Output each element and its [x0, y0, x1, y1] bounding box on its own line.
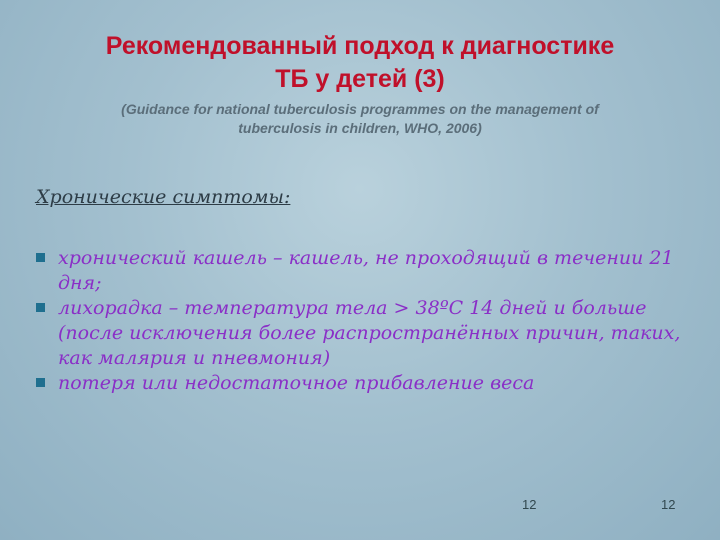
slide-title: [40, 30, 680, 96]
list-item: [36, 246, 686, 296]
subtitle-line-1: (Guidance for national tuberculosis programmes on the management of: [121, 101, 599, 117]
page-number: 12: [522, 497, 537, 512]
title-line-1: Рекомендованный подход к диагностике: [105, 32, 615, 60]
subtitle-line-2: tuberculosis in children, WHO, 2006): [238, 120, 482, 136]
square-bullet-icon: [36, 253, 45, 262]
bullet-text: хронический кашель – кашель, не проходящий в течении 21 дня;: [58, 247, 674, 294]
square-bullet-icon: [36, 378, 45, 387]
bullet-text: потеря или недостаточное прибавление веса: [58, 372, 535, 394]
list-item: [36, 296, 686, 371]
title-line-2: ТБ у детей (3): [275, 65, 445, 93]
page-number: 12: [661, 497, 676, 512]
bullet-list: [36, 246, 686, 396]
slide-subtitle: [40, 100, 680, 138]
list-item: [36, 371, 686, 396]
bullet-text: лихорадка – температура тела > 38ºC 14 дней и больше (после исключения более распространённых причин, таких, как малярия и пневмония): [58, 297, 681, 369]
square-bullet-icon: [36, 303, 45, 312]
section-heading: Хронические симптомы:: [36, 186, 291, 208]
